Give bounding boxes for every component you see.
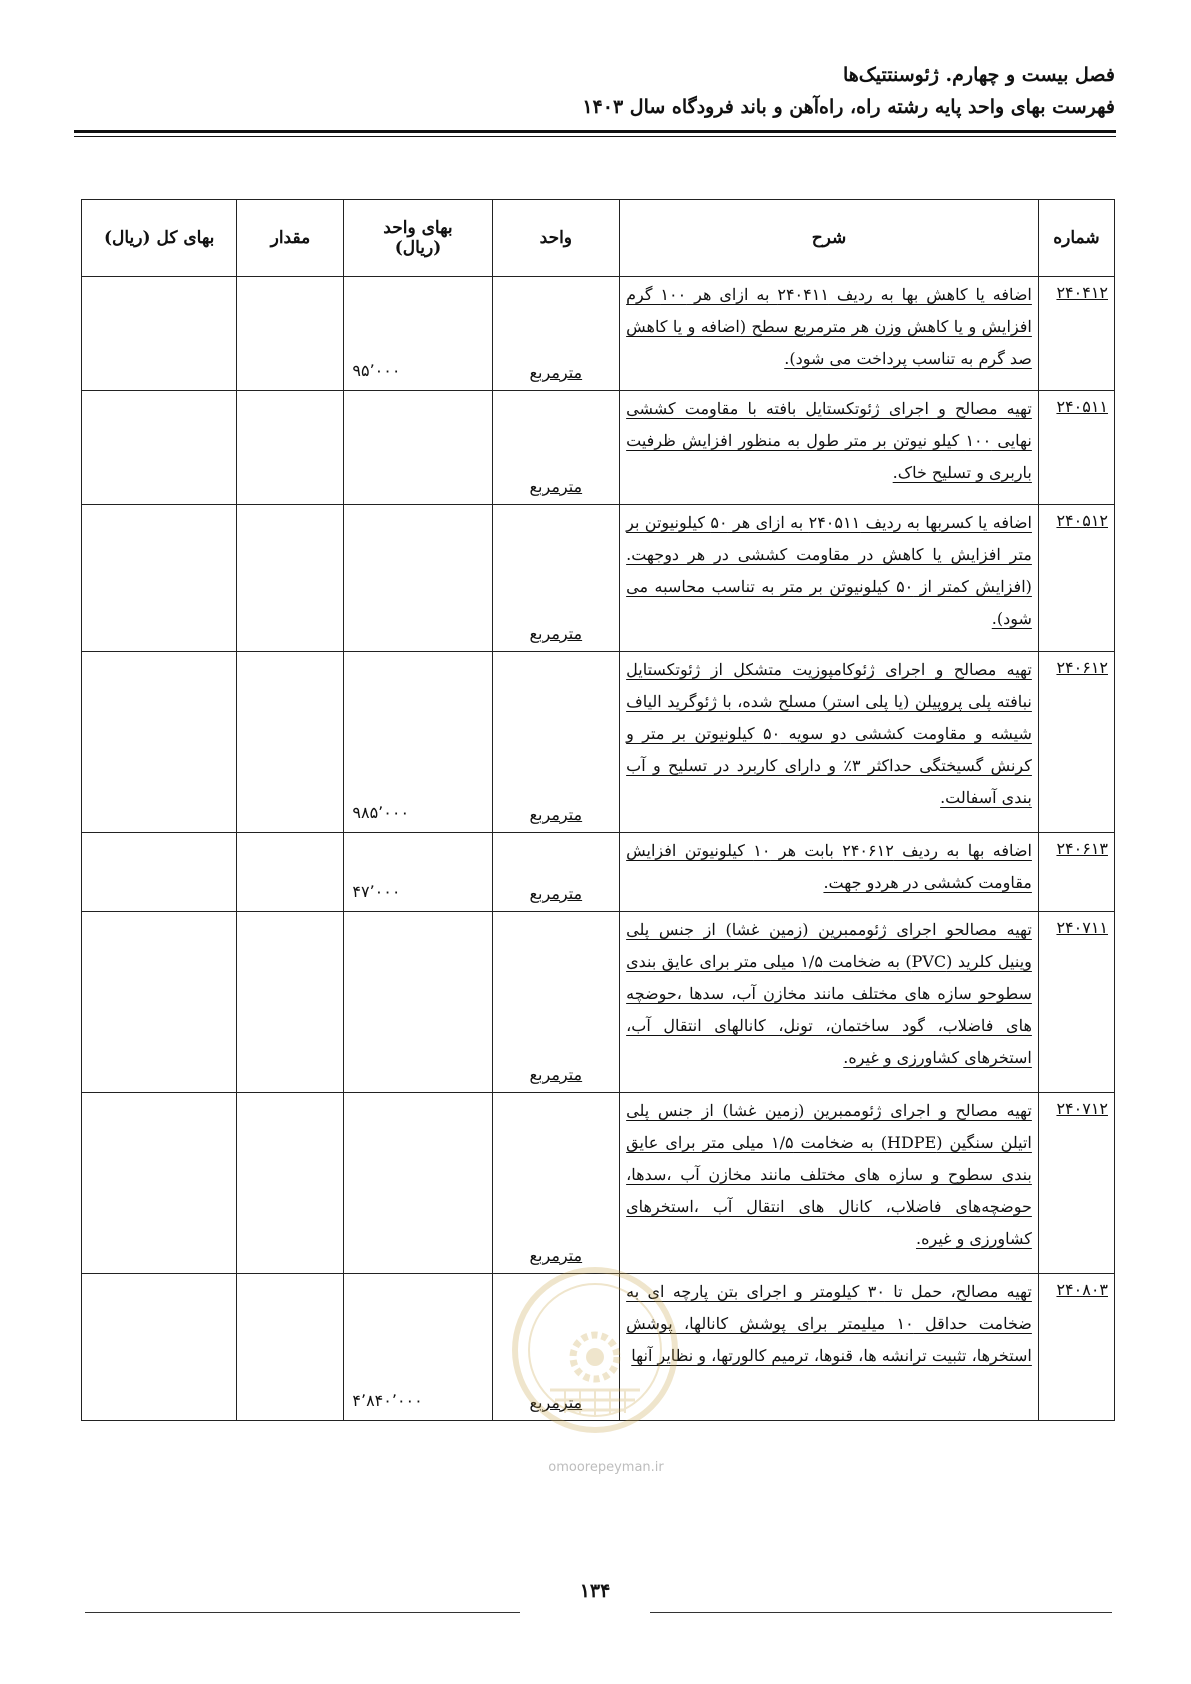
header-description: شرح bbox=[620, 200, 1039, 277]
row-total bbox=[82, 912, 237, 1093]
row-description: اضافه بها به ردیف ۲۴۰۶۱۲ بابت هر ۱۰ کیلونیوتن افزایش مقاومت کششی در هردو جهت. bbox=[620, 833, 1039, 912]
row-unit-price: ۹۵٬۰۰۰ bbox=[344, 277, 492, 391]
table-row bbox=[82, 1093, 1115, 1274]
row-description: تهیه مصالح و اجرای ژئوکامپوزیت متشکل از ژئوتکستایل نبافته پلی پروپیلن (یا پلی استر) مسلح شده، با ژئوگرید الیاف شیشه و مقاومت کششی دو سویه ۵۰ کیلونیوتن بر متر و کرنش گسیختگی حداکثر ۳٪ و دارای کاربرد در تسلیح و آب بندی آسفالت. bbox=[620, 652, 1039, 833]
row-quantity bbox=[237, 833, 344, 912]
price-list-table bbox=[81, 199, 1115, 1421]
row-number: ۲۴۰۷۱۲ bbox=[1038, 1093, 1114, 1274]
chapter-title: فصل بیست و چهارم. ژئوسنتتیک‌ها bbox=[842, 64, 1115, 86]
row-description: اضافه یا کاهش بها به ردیف ۲۴۰۴۱۱ به ازای هر ۱۰۰ گرم افزایش و یا کاهش وزن هر مترمربع سطح (اضافه و یا کاهش صد گرم به تناسب پرداخت می شود). bbox=[620, 277, 1039, 391]
row-quantity bbox=[237, 1093, 344, 1274]
table-row bbox=[82, 912, 1115, 1093]
row-unit: مترمربع bbox=[492, 505, 620, 652]
row-unit: مترمربع bbox=[492, 833, 620, 912]
table-row bbox=[82, 652, 1115, 833]
row-unit: مترمربع bbox=[492, 652, 620, 833]
row-total bbox=[82, 505, 237, 652]
row-unit-price bbox=[344, 912, 492, 1093]
row-description: اضافه یا کسربها به ردیف ۲۴۰۵۱۱ به ازای هر ۵۰ کیلونیوتن بر متر افزایش یا کاهش در مقاومت کششی در هر دوجهت. (افزایش کمتر از ۵۰ کیلونیوتن بر متر به تناسب محاسبه می شود). bbox=[620, 505, 1039, 652]
row-number: ۲۴۰۵۱۲ bbox=[1038, 505, 1114, 652]
row-unit-price: ۴۷٬۰۰۰ bbox=[344, 833, 492, 912]
row-unit-price: ۹۸۵٬۰۰۰ bbox=[344, 652, 492, 833]
row-unit-price bbox=[344, 391, 492, 505]
table-row bbox=[82, 391, 1115, 505]
row-unit-price bbox=[344, 505, 492, 652]
table-row bbox=[82, 277, 1115, 391]
row-quantity bbox=[237, 1274, 344, 1421]
header-quantity: مقدار bbox=[237, 200, 344, 277]
row-quantity bbox=[237, 505, 344, 652]
footer-rule-right bbox=[650, 1612, 1112, 1613]
row-total bbox=[82, 1093, 237, 1274]
row-number: ۲۴۰۷۱۱ bbox=[1038, 912, 1114, 1093]
row-total bbox=[82, 1274, 237, 1421]
footer-rule-left bbox=[85, 1612, 520, 1613]
header-unit-price-label: بهای واحد bbox=[383, 218, 453, 238]
page-header bbox=[75, 60, 1115, 122]
row-unit: مترمربع bbox=[492, 1274, 620, 1421]
row-quantity bbox=[237, 277, 344, 391]
row-total bbox=[82, 391, 237, 505]
row-unit: مترمربع bbox=[492, 1093, 620, 1274]
row-total bbox=[82, 833, 237, 912]
row-quantity bbox=[237, 391, 344, 505]
row-unit: مترمربع bbox=[492, 391, 620, 505]
row-unit-price: ۴٬۸۴۰٬۰۰۰ bbox=[344, 1274, 492, 1421]
row-unit-price bbox=[344, 1093, 492, 1274]
row-description: تهیه مصالح، حمل تا ۳۰ کیلومتر و اجرای بتن پارچه ای به ضخامت حداقل ۱۰ میلیمتر برای پوشش کانالها، پوشش استخرها، تثبیت ترانشه ها، قنوها، ترمیم کالورتها، و نظایر آنها bbox=[620, 1274, 1039, 1421]
header-number: شماره bbox=[1038, 200, 1114, 277]
table-header-row bbox=[82, 200, 1115, 277]
row-total bbox=[82, 652, 237, 833]
row-unit: مترمربع bbox=[492, 277, 620, 391]
row-quantity bbox=[237, 912, 344, 1093]
row-description: تهیه مصالح و اجرای ژئوتکستایل بافته با مقاومت کششی نهایی ۱۰۰ کیلو نیوتن بر متر طول به منظور افزایش ظرفیت باربری و تسلیح خاک. bbox=[620, 391, 1039, 505]
table-row bbox=[82, 505, 1115, 652]
row-number: ۲۴۰۸۰۳ bbox=[1038, 1274, 1114, 1421]
row-number: ۲۴۰۵۱۱ bbox=[1038, 391, 1114, 505]
table-row bbox=[82, 1274, 1115, 1421]
header-unit-price-currency: (ریال) bbox=[394, 238, 442, 258]
row-quantity bbox=[237, 652, 344, 833]
row-number: ۲۴۰۶۱۲ bbox=[1038, 652, 1114, 833]
row-description: تهیه مصالحو اجرای ژئوممبرین (زمین غشا) از جنس پلی وینیل کلرید (PVC) به ضخامت ۱/۵ میلی متر برای عایق بندی سطوحو سازه های مختلف مانند مخازن آب، سدها ،حوضچه های فاضلاب، گود ساختمان، تونل، کانالهای انتقال آب، استخرهای کشاورزی و غیره. bbox=[620, 912, 1039, 1093]
header-unit: واحد bbox=[492, 200, 620, 277]
page-number: ۱۳۴ bbox=[579, 1580, 611, 1602]
header-unit-price bbox=[344, 200, 492, 277]
header-rule-thick bbox=[74, 130, 1116, 133]
header-total-price: بهای کل (ریال) bbox=[82, 200, 237, 277]
header-rule-thin bbox=[74, 136, 1116, 137]
row-description: تهیه مصالح و اجرای ژئوممبرین (زمین غشا) از جنس پلی اتیلن سنگین (HDPE) به ضخامت ۱/۵ میلی متر برای عایق بندی سطوح و سازه های مختلف مانند مخازن آب ،سدها، حوضچه‌های فاضلاب، کانال های انتقال آب ،استخرهای کشاورزی و غیره. bbox=[620, 1093, 1039, 1274]
row-unit: مترمربع bbox=[492, 912, 620, 1093]
row-number: ۲۴۰۶۱۳ bbox=[1038, 833, 1114, 912]
row-total bbox=[82, 277, 237, 391]
watermark-site: omoorepeyman.ir bbox=[548, 1460, 664, 1475]
table-row bbox=[82, 833, 1115, 912]
row-number: ۲۴۰۴۱۲ bbox=[1038, 277, 1114, 391]
document-subtitle: فهرست بهای واحد پایه رشته راه، راه‌آهن و باند فرودگاه سال ۱۴۰۳ bbox=[582, 96, 1115, 118]
